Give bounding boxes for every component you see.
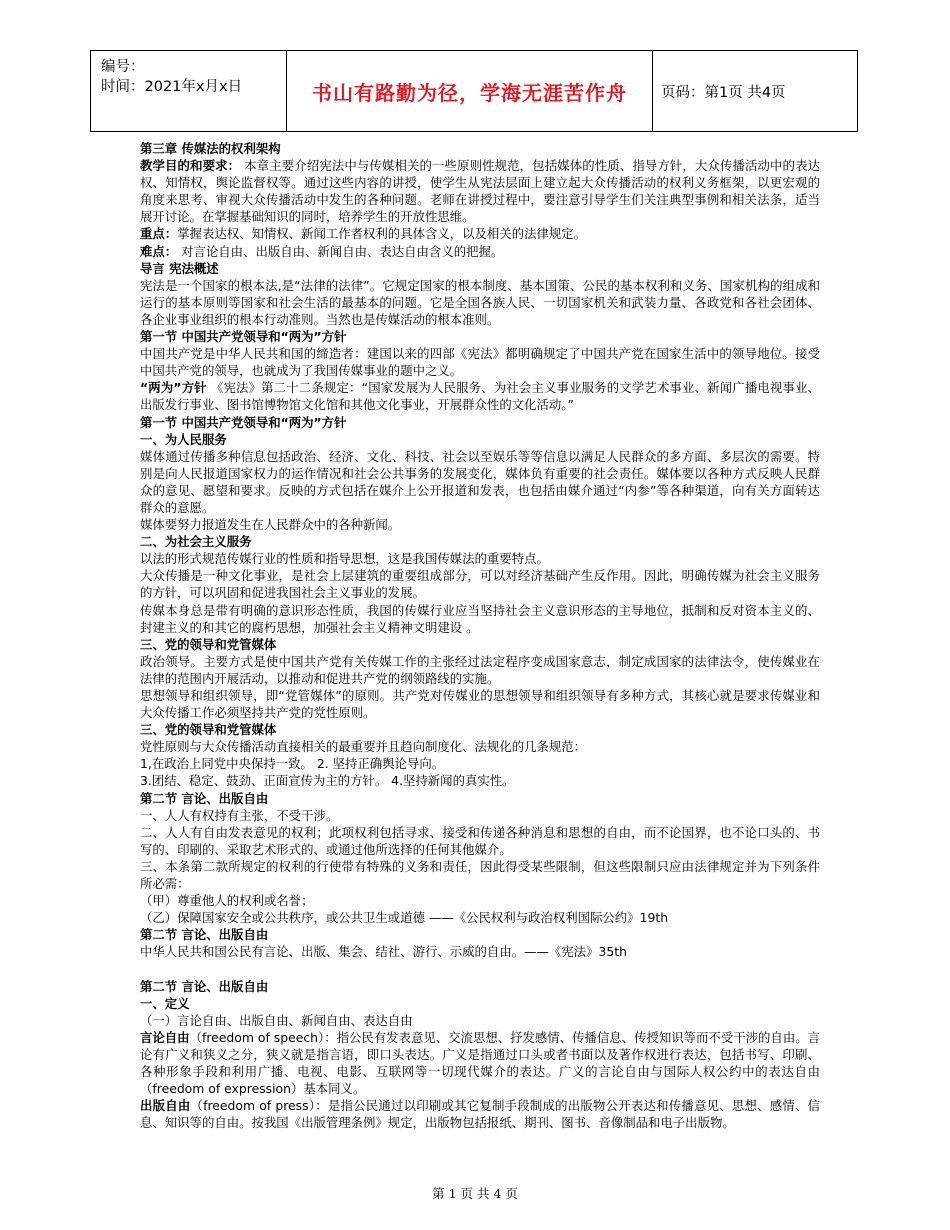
body-paragraph [140, 225, 820, 242]
paragraph-text: 媒体要努力报道发生在人民群众中的各种新闻。 [140, 517, 401, 533]
paragraph-text: 思想领导和组织领导，即“党管媒体”的原则。共产党对传媒业的思想领导和组织领导有多种方式，其核心就是要求传媒业和大众传播工作必须坚持共产党的党性原则。 [140, 688, 820, 721]
body-paragraph [140, 653, 820, 687]
body-paragraph [140, 550, 820, 567]
paragraph-text: 宪法是一个国家的根本法,是“法律的法律”。它规定国家的根本制度、基本国策、公民的基本权利和义务、国家机构的组成和运行的基本原则等国家和社会生活的最基本的问题。它是全国各族人民、一切国家机关和武装力量、各政党和各社会团体、各企业事业组织的根本行动准则。当然也是传媒活动的根本准则。 [140, 277, 820, 327]
paragraph-lead: 言论自由 [140, 1029, 190, 1045]
body-paragraph [140, 858, 820, 892]
body-paragraph [140, 909, 820, 926]
document-number-label: 编号： [101, 59, 145, 75]
paragraph-text: 一、定义 [140, 995, 190, 1011]
body-paragraph [140, 772, 820, 789]
section-heading [140, 431, 820, 448]
paragraph-text: 第二节 言论、出版自由 [140, 790, 269, 806]
paragraph-text: 中国共产党是中华人民共和国的缔造者：建国以来的四部《宪法》都明确规定了中国共产党在国家生活中的领导地位。接受中国共产党的领导，也就成为了我国传媒事业的题中之义。 [140, 346, 820, 379]
section-heading [140, 995, 820, 1012]
body-paragraph [140, 687, 820, 721]
page-footer: 第 1 页 共 4 页 [432, 1186, 518, 1201]
body-paragraph [140, 277, 820, 328]
paragraph-text: 三、本条第二款所规定的权利的行使带有特殊的义务和责任，因此得受某些限制，但这些限制只应由法律规定并为下列条件所必需： [140, 858, 820, 892]
paragraph-text: 掌握表达权、知情权、新闻工作者权利的具体含义，以及相关的法律规定。 [177, 226, 587, 242]
paragraph-text: 一、为人民服务 [140, 431, 227, 447]
document-time-label: 时间：2021年x月x日 [101, 79, 243, 95]
blank-line [140, 961, 820, 978]
paragraph-text: （freedom of press）：是指公民通过以印刷或其它复制手段制成的出版物公开表达和传播意见、思想、感情、信息、知识等的自由。按我国《出版管理条例》规定，出版物包括报纸、期刊、图书、音像制品和电子出版物。 [140, 1098, 820, 1131]
body-paragraph [140, 157, 820, 225]
page-header-table [90, 50, 858, 132]
section-heading [140, 721, 820, 738]
body-paragraph [140, 943, 820, 960]
paragraph-text: 传媒本身总是带有明确的意识形态性质，我国的传媒行业应当坚持社会主义意识形态的主导地位，抵制和反对资本主义的、封建主义的和其它的腐朽思想，加强社会主义精神文明建设 。 [140, 602, 820, 635]
paragraph-lead: 难点： [140, 243, 178, 259]
body-paragraph [140, 516, 820, 533]
body-paragraph [140, 738, 820, 755]
paragraph-text: 党性原则与大众传播活动直接相关的最重要并且趋向制度化、法规化的几条规范： [140, 739, 587, 755]
header-meta-cell [91, 51, 286, 131]
paragraph-text: 导言 宪法概述 [140, 260, 219, 276]
section-heading [140, 978, 820, 995]
paragraph-text: 《宪法》第二十二条规定：“国家发展为人民服务、为社会主义事业服务的文学艺术事业、新闻广播电视事业、出版发行事业、图书馆博物馆文化馆和其他文化事业，开展群众性的文化活动。” [140, 380, 820, 413]
body-paragraph [140, 807, 820, 824]
header-motto: 书山有路勤为径，学海无涯苦作舟 [286, 51, 653, 131]
section-heading [140, 790, 820, 807]
body-paragraph [140, 755, 820, 772]
paragraph-text: 政治领导。主要方式是使中国共产党有关传媒工作的主张经过法定程序变成国家意志，制定成国家的法律法令，使传媒业在法律的范围内开展活动，以推动和促进共产党的纲领路线的实施。 [140, 653, 820, 686]
body-paragraph [140, 1012, 820, 1029]
body-paragraph [140, 567, 820, 601]
document-body [140, 140, 820, 1131]
paragraph-text: 三、党的领导和党管媒体 [140, 636, 277, 652]
body-paragraph [140, 1097, 820, 1131]
body-paragraph [140, 448, 820, 516]
paragraph-text: 1,在政治上同党中央保持一致。 2. 坚持正确舆论导向。 [140, 756, 445, 772]
section-heading [140, 636, 820, 653]
paragraph-text: 一、人人有权持有主张，不受干涉。 [140, 807, 339, 823]
section-heading [140, 533, 820, 550]
paragraph-text: 以法的形式规范传媒行业的性质和指导思想，这是我国传媒法的重要特点。 [140, 551, 549, 567]
section-heading [140, 140, 820, 157]
section-heading [140, 328, 820, 345]
body-paragraph [140, 1029, 820, 1097]
paragraph-text: 媒体通过传播多种信息包括政治、经济、文化、科技、社会以至娱乐等等信息以满足人民群众的多方面、多层次的需要。特别是向人民报道国家权力的运作情况和社会公共事务的发展变化，媒体负有重要的社会责任。媒体要以各种方式反映人民群众的意见、愿望和要求。反映的方式包括在媒介上公开报道和发表，也包括由媒介通过“内参”等各种渠道，向有关方面转达群众的意愿。 [140, 448, 820, 515]
paragraph-text: 第二节 言论、出版自由 [140, 927, 269, 943]
body-paragraph [140, 243, 820, 260]
paragraph-lead: “两为”方针 [140, 380, 207, 396]
paragraph-lead: 重点： [140, 226, 178, 242]
paragraph-text: （甲）尊重他人的权利或名誉； [140, 893, 314, 909]
body-paragraph [140, 602, 820, 636]
section-heading [140, 414, 820, 431]
paragraph-text: （一）言论自由、出版自由、新闻自由、表达自由 [140, 1012, 413, 1028]
paragraph-text: 二、为社会主义服务 [140, 534, 252, 550]
body-paragraph [140, 824, 820, 858]
paragraph-text: （乙）保障国家安全或公共秩序，或公共卫生或道德 ——《公民权利与政治权利国际公约》19th [140, 910, 669, 926]
paragraph-lead: 出版自由 [140, 1098, 191, 1114]
body-paragraph [140, 892, 820, 909]
paragraph-lead: 教学目的和要求： [140, 158, 241, 174]
body-paragraph [140, 345, 820, 379]
paragraph-text: 三、党的领导和党管媒体 [140, 722, 277, 738]
paragraph-text: 3.团结、稳定、鼓劲、正面宣传为主的方针。 4.坚持新闻的真实性。 [140, 773, 515, 789]
body-paragraph [140, 379, 820, 413]
paragraph-text: 第三章 传媒法的权利架构 [140, 141, 281, 156]
paragraph-text: 对言论自由、出版自由、新闻自由、表达自由含义的把握。 [177, 243, 504, 259]
paragraph-text: 第二节 言论、出版自由 [140, 978, 269, 994]
paragraph-text: 第一节 中国共产党领导和“两为”方针 [140, 329, 347, 345]
paragraph-text: （freedom of speech）：指公民有发表意见、交流思想、抒发感情、传播信息、传授知识等而不受干涉的自由。言论有广义和狭义之分，狭义就是指言语，即口头表达。广义是指通过口头或者书面以及著作权进行表达，包括书写、印刷、各种形象手段和利用广播、电视、电影、互联网等一切现代媒介的表达。广义的言论自由与国际人权公约中的表达自由（freedom of expression）基本同义。 [140, 1029, 820, 1097]
section-heading [140, 260, 820, 277]
paragraph-text: 第一节 中国共产党领导和“两为”方针 [140, 414, 347, 430]
header-page-info: 页码：第1页 共4页 [661, 84, 786, 101]
paragraph-text: 大众传播是一种文化事业，是社会上层建筑的重要组成部分，可以对经济基础产生反作用。因此，明确传媒为社会主义服务的方针，可以巩固和促进我国社会主义事业的发展。 [140, 568, 820, 601]
paragraph-text: 中华人民共和国公民有言论、出版、集会、结社、游行、示威的自由。——《宪法》35th [140, 944, 627, 960]
section-heading [140, 926, 820, 943]
paragraph-text: 二、人人有自由发表意见的权利；此项权利包括寻求、接受和传递各种消息和思想的自由，而不论国界，也不论口头的、书写的、印刷的、采取艺术形式的、或通过他所选择的任何其他媒介。 [140, 824, 820, 857]
paragraph-text: 本章主要介绍宪法中与传媒相关的一些原则性规范，包括媒体的性质、指导方针，大众传播活动中的表达权、知情权，舆论监督权等。通过这些内容的讲授，使学生从宪法层面上建立起大众传播活动的权利义务框架，以更宏观的角度来思考、审视大众传播活动中发生的各种问题。老师在讲授过程中，要注意引导学生们关注典型事例和相关法条，适当展开讨论。在掌握基础知识的同时，培养学生的开放性思维。 [140, 158, 820, 225]
